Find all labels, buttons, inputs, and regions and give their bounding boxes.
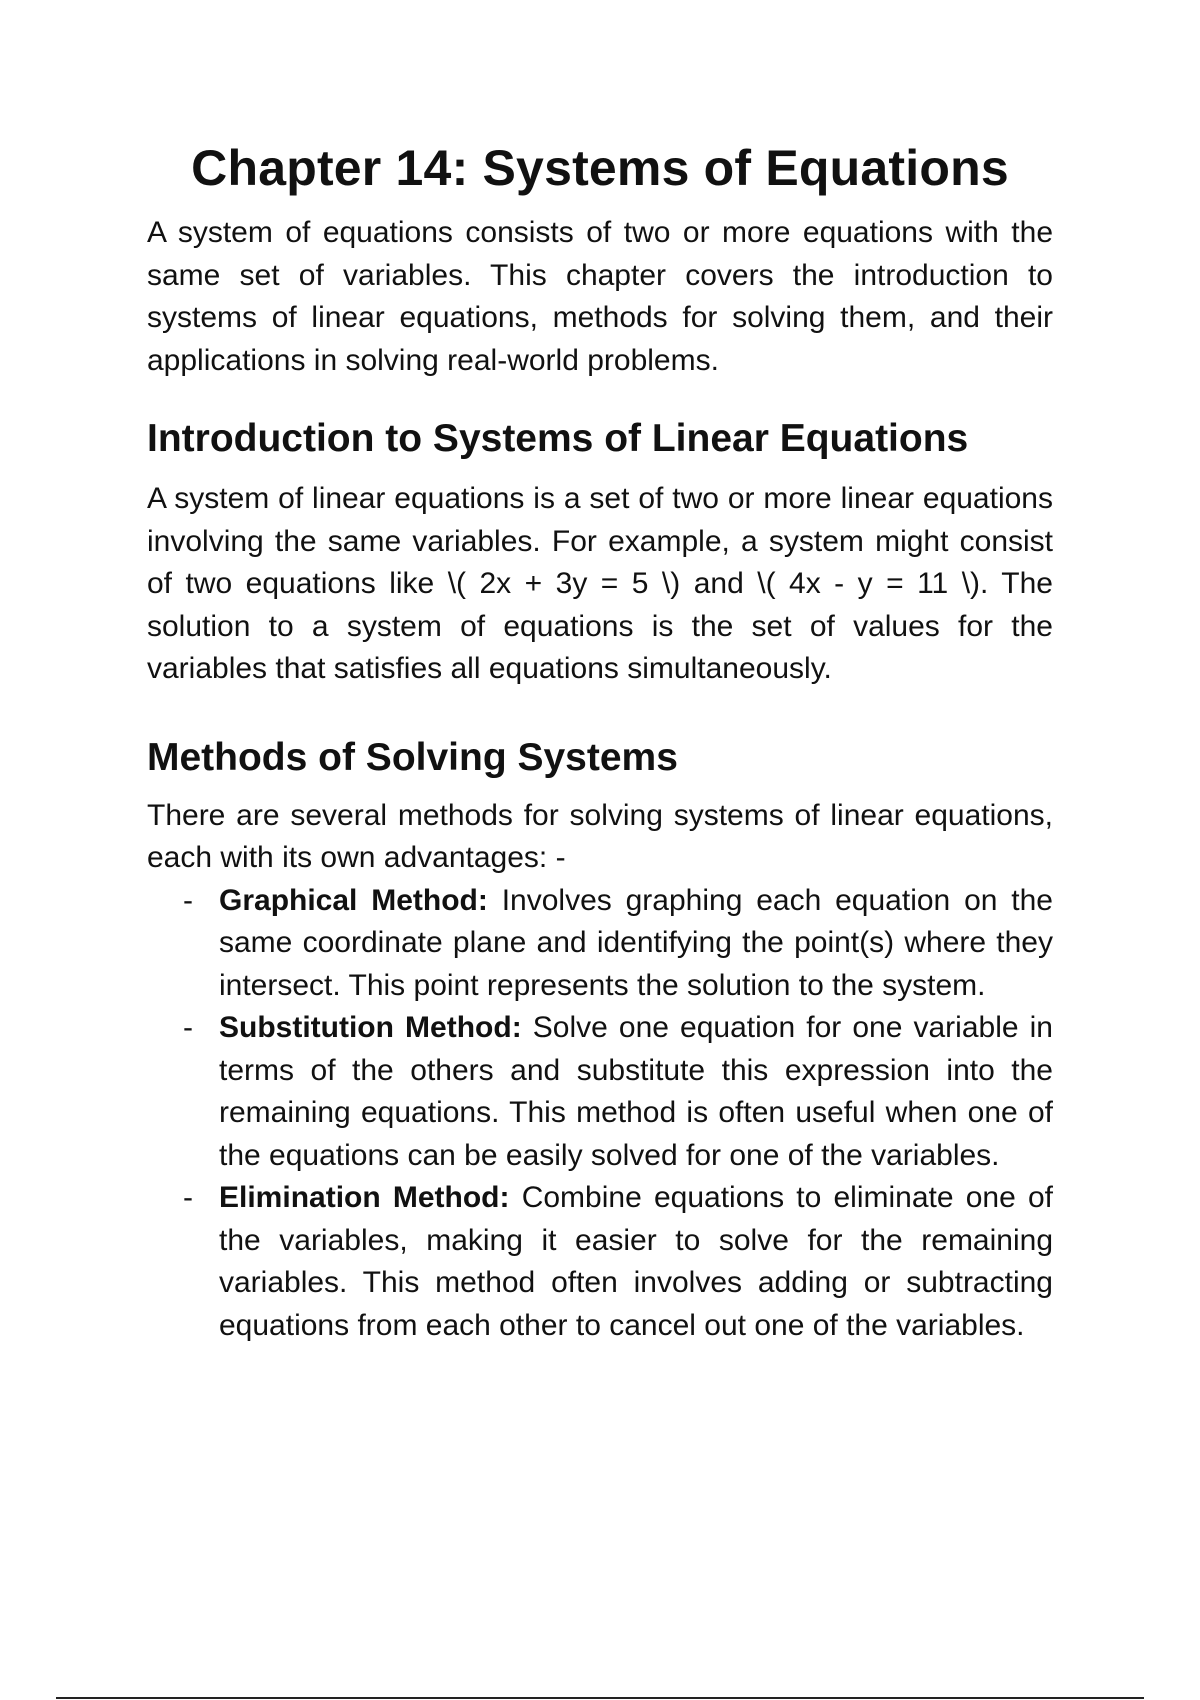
method-name: Graphical Method: [219,883,488,917]
section-heading-methods: Methods of Solving Systems [147,735,678,779]
methods-list [147,880,1053,1348]
chapter-title: Chapter 14: Systems of Equations [191,140,1009,196]
list-item-graphical-method [219,880,1053,1008]
section-body-introduction: A system of linear equations is a set of two or more linear equations involving the same variables. For example, a system might consist of two equations like \( 2x + 3y = 5 \) and \( 4x - y = 11 \). The solution to a system of equations is the set of values for the variables that satisfies all equations simultaneously. [147,482,1053,685]
method-description: Combine equations to eliminate one of the variables, making it easier to solve for the remaining variables. This method often involves adding or subtracting equations from each other to cancel out one of the variables. [219,1181,1053,1342]
method-name: Substitution Method: [219,1011,522,1044]
list-item-elimination-method [219,1177,1053,1347]
list-item-substitution-method [219,1007,1053,1177]
method-name: Elimination Method: [219,1181,510,1214]
chapter-intro-paragraph: A system of equations consists of two or more equations with the same set of variables. This chapter covers the introduction to systems of linear equations, methods for solving them, and their applications in solving real-world problems. [147,216,1053,377]
footer-divider [56,1697,1144,1699]
method-description: Solve one equation for one variable in terms of the others and substitute this expression into the remaining equations. This method is often useful when one of the equations can be easily solved for one of the variables. [219,1011,1053,1172]
section-body-methods: There are several methods for solving systems of linear equations, each with its own advantages: - [147,798,1053,874]
section-heading-introduction: Introduction to Systems of Linear Equations [147,417,969,460]
document-page [147,138,1053,1347]
method-description: Involves graphing each equation on the same coordinate plane and identifying the point(s) where they intersect. This point represents the solution to the system. [219,883,1053,1002]
